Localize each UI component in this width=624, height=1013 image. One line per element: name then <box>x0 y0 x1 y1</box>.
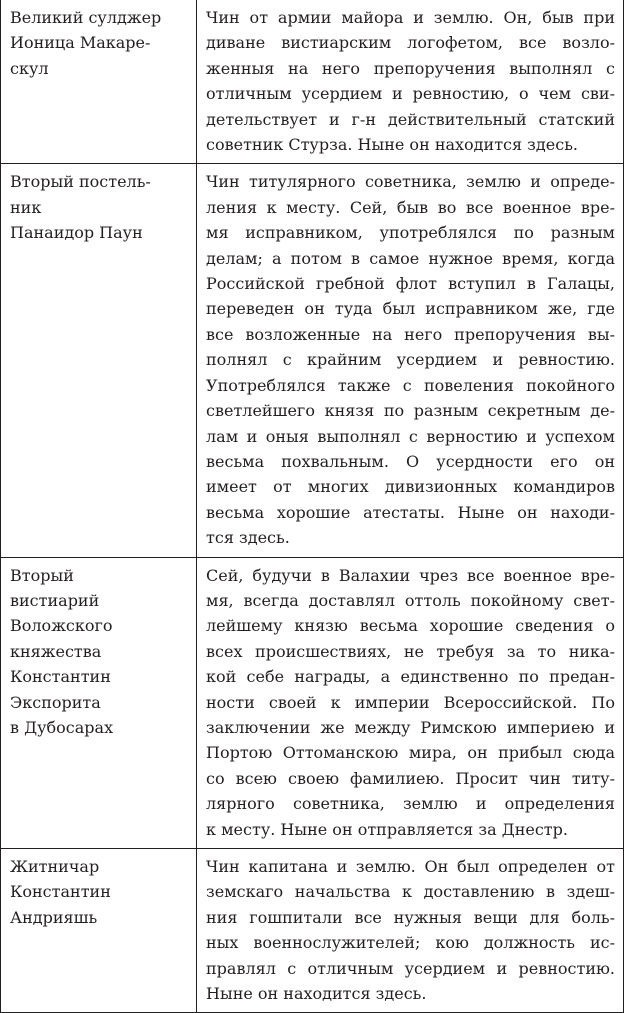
description-line: со всею своею фамилиею. Просит чин титу- <box>206 768 615 788</box>
description-line: лейшему князю весьма хорошие сведения о <box>206 616 615 636</box>
description-line: ности своей к империи Всероссийской. По <box>206 692 615 712</box>
person-name-cell <box>1 0 197 164</box>
description-line: светлейшего князя по разным секретным де- <box>206 401 615 421</box>
description-line: Портою Оттоманскою мира, он прибыл сюда <box>206 743 615 763</box>
description-line: женныя на него препоручения выполнял с <box>206 58 615 78</box>
description-line: мя, всегда доставлял оттоль покойному свет- <box>206 590 615 610</box>
description-line: делам; а потом в самое нужное время, когда <box>206 248 615 268</box>
name-line: Великий сулджер <box>10 8 162 27</box>
name-line: Житничар <box>10 857 100 876</box>
name-line: Константин <box>10 882 111 902</box>
table-row <box>1 164 624 557</box>
name-line: Ионица Макаре- <box>10 33 151 53</box>
description-line: весьма хорошие атестаты. Ныне он находи- <box>206 502 615 522</box>
description-line: Чин титулярного советника, землю и опреде- <box>206 172 615 192</box>
description-line: лярного советника, землю и определения <box>206 794 615 814</box>
name-line: скул <box>10 58 49 78</box>
name-line: в Дубосарах <box>10 717 114 737</box>
description-cell <box>197 557 624 848</box>
description-line: кой себе награды, а единственно по предан- <box>206 667 615 687</box>
description-line: переведен он туда был исправником же, где <box>206 299 615 319</box>
description-cell <box>197 0 624 164</box>
name-line: Вторый <box>10 565 74 585</box>
name-line: Константин <box>10 667 111 687</box>
person-name-cell <box>1 849 197 1013</box>
description-line: тся здесь. <box>206 528 290 548</box>
person-name-cell <box>1 557 197 848</box>
description-line: Сей, будучи в Валахии чрез все военное вре- <box>206 565 615 585</box>
name-line: Экспорита <box>10 692 101 712</box>
description-line: правлял с отличным усердием и ревностию. <box>206 958 615 978</box>
description-line: ления к месту. Сей, быв во все военное вре- <box>206 197 615 217</box>
description-line: ных военнослужителей; кою должность ис- <box>206 933 615 953</box>
description-line: земскаго начальства к доставлению в здеш- <box>206 882 615 902</box>
description-cell <box>197 164 624 557</box>
description-line: заключении же между Римскою империею и <box>206 717 615 737</box>
description-line: к месту. Ныне он отправляется за Днестр. <box>206 819 568 839</box>
name-line: княжества <box>10 641 102 661</box>
table-row <box>1 557 624 848</box>
description-line: советник Стурза. Ныне он находится здесь. <box>206 135 578 155</box>
name-line: вистиарий <box>10 590 100 610</box>
description-line: все возложенные на него препоручения вы- <box>206 324 615 344</box>
table-row <box>1 849 624 1013</box>
description-line: Чин от армии майора и землю. Он, быв при <box>206 8 615 27</box>
description-line: весьма похвальным. О усердности его он <box>206 451 615 471</box>
description-line: лам и оныя выполнял с верностию и успехом <box>206 426 615 446</box>
description-line: диване вистиарским логофетом, все возло- <box>206 33 615 53</box>
description-line: всех происшествиях, не требуя за то ника- <box>206 641 615 661</box>
name-line: ник <box>10 197 42 217</box>
description-line: Российской гребной флот вступил в Галацы, <box>206 274 615 294</box>
description-cell <box>197 849 624 1013</box>
name-line: Андрияшь <box>10 907 98 927</box>
description-line: Чин капитана и землю. Он был определен от <box>206 857 615 876</box>
description-line: отличным усердием и ревностию, о чем сви- <box>206 84 615 104</box>
description-line: мя исправником, употреблялся по разным <box>206 223 615 243</box>
name-line: Воложского <box>10 616 113 636</box>
table-row <box>1 0 624 164</box>
description-line: детельствует и г-н действительный статский <box>206 109 615 129</box>
description-line: имеет от многих дивизионных командиров <box>206 477 615 497</box>
description-line: ния гошпитали все нужныя вещи для боль- <box>206 907 615 927</box>
description-line: Употреблялся также с повеления покойного <box>206 375 615 395</box>
description-line: Ныне он находится здесь. <box>206 984 427 1004</box>
name-line: Вторый постель- <box>10 172 151 192</box>
description-line: полнял с крайним усердием и ревностию. <box>206 350 615 370</box>
name-line: Панаидор Паун <box>10 223 143 243</box>
person-name-cell <box>1 164 197 557</box>
